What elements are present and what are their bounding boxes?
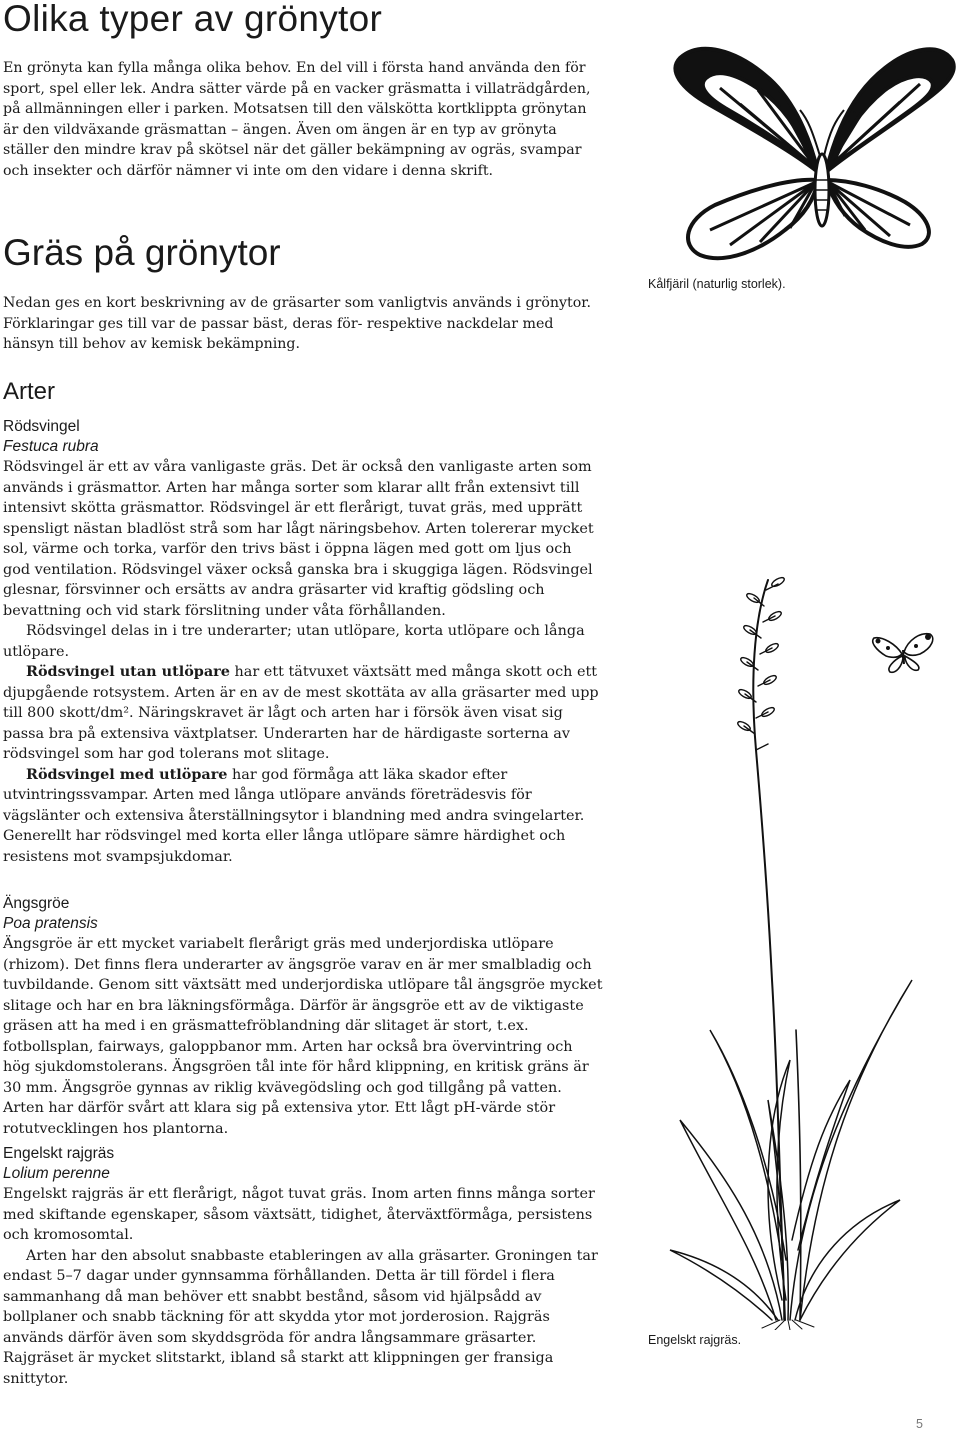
species-latin-name: Poa pratensis	[3, 915, 98, 932]
species-block-rodsvingel	[3, 416, 603, 867]
butterfly-illustration	[640, 30, 960, 280]
species-paragraph: Arten har den absolut snabbaste etableringen av alla gräsarter. Groningen tar endast 5–7 dagar under gynnsamma förhållanden. Detta är till fördel i flera sammanhang då man behöver ett snabbt bestånd, såsom vid hjälpsådd av bollplaner och snabb täckning för att skydda ytor mot jorderosion. Rajgräs används därför även som skyddsgröda för andra långsammare gräsarter. Rajgräset är mycket slitstarkt, ibland så starkt att klippningen ger fransiga snittytor.	[3, 1247, 598, 1387]
species-paragraph: Rödsvingel delas in i tre underarter; utan utlöpare, korta utlöpare och långa utlöpare.	[3, 623, 585, 660]
species-block-angsgroe	[3, 893, 603, 1139]
page-number: 5	[916, 1417, 923, 1431]
species-latin-name: Lolium perenne	[3, 1165, 110, 1182]
species-paragraph: Engelskt rajgräs är ett flerårigt, något tuvat gräs. Inom arten finns många sorter med skiftande egenskaper, såsom växtsätt, tidighet, återväxtförmåga, persistens och kromosomtal.	[3, 1186, 595, 1243]
butterfly-caption: Kålfjäril (naturlig storlek).	[648, 277, 786, 291]
section-heading-gras: Gräs på grönytor	[3, 232, 281, 273]
species-paragraph: Rödsvingel utan utlöpare har ett tätvuxet växtsätt med många skott och ett djupgående rotsystem. Arten är en av de mest skottäta av alla gräsarter med upp till 800 skott/dm². Näringskravet är lågt och arten har i försök även visat sig passa bra på extensiva växtplatser. Underarten har de härdigaste sorterna av rödsvingel som har god tolerans mot slitage.	[3, 663, 599, 762]
species-name: Engelskt rajgräs	[3, 1145, 115, 1162]
species-paragraph: Ängsgröe är ett mycket variabelt flerårigt gräs med underjordiska utlöpare (rhizom). Det finns flera underarter av ängsgröe varav en är mer smalbladig och tuvbildande. Genom sitt växtsätt med underjordiska utlöpare tål ängsgröe mycket slitage och har en bra läkningsförmåga. Därför är ängsgröe ett av de viktigaste gräsen att ha med i en gräsmattefröblandning där slitaget är stort, t.ex. fotbollsplan, fairways, galoppbanor mm. Arten har också bra övervintring och hög sjukdomstolerans. Ängsgröen tål inte för hård klippning, en kritisk gräns är 30 mm. Ängsgröe gynnas av riklig kvävegödsling och god tillgång på vatten. Arten har därför svårt att klara sig på extensiva ytor. Ett lågt pH-värde stör rotutvecklingen hos plantorna.	[3, 936, 603, 1137]
species-paragraph: Rödsvingel är ett av våra vanligaste gräs. Det är också den vanligaste arten som används i gräsmattor. Arten har många sorter som klarar allt från extensivt till intensivt skötta gräsmattor. Rödsvingel är ett flerårigt, tuvat gräs, med upprätt spensligt nästan bladlöst strå som har lågt näringsbehov. Arten tolererar mycket sol, värme och torka, varför den trivs bäst i öppna lägen med gott om ljus och god ventilation. Rödsvingel växer också ganska bra i skuggiga lägen. Rödsvingel glesnar, försvinner och ersätts av andra gräsarter vid kraftig gödsling och bevattning och vid stark förslitning under våta förhållanden.	[3, 459, 594, 619]
species-paragraph: Rödsvingel med utlöpare har god förmåga att läka skador efter utvintringssvampar. Arten med långa utlöpare används företrädesvis för vägslänter och extensiva återställningsytor i blandning med andra svingelarter. Generellt har rödsvingel med korta eller långa utlöpare sämre härdighet och resistens mot svampsjukdomar.	[3, 765, 585, 865]
section-intro-paragraph: Nedan ges en kort beskrivning av de gräsarter som vanligtvis används i grönytor. Förklaringar ges till var de passar bäst, deras för- respektive nackdelar med hänsyn till behov av kemisk bekämpning.	[3, 295, 591, 352]
species-block-engelskt-rajgras	[3, 1143, 603, 1389]
species-name: Rödsvingel	[3, 418, 80, 435]
grass-caption: Engelskt rajgräs.	[648, 1333, 742, 1347]
grass-illustration	[650, 560, 940, 1330]
intro-paragraph: En grönyta kan fylla många olika behov. En del vill i första hand använda den för sport, spel eller lek. Andra sätter värde på en vacker gräsmatta i villaträdgården, på allmänningen eller i parken. Motsatsen till den välskötta kortklippta grönytan är den vildväxande gräsmattan – ängen. Även om ängen är en typ av grönyta ställer den mindre krav på skötsel när det gäller bekämpning av ogräs, svampar och insekter och därför nämner vi inte om den vidare i denna skrift.	[3, 60, 591, 179]
arter-heading: Arter	[3, 378, 56, 405]
species-latin-name: Festuca rubra	[3, 438, 99, 455]
page-title: Olika typer av grönytor	[3, 0, 383, 39]
species-name: Ängsgröe	[3, 895, 70, 912]
